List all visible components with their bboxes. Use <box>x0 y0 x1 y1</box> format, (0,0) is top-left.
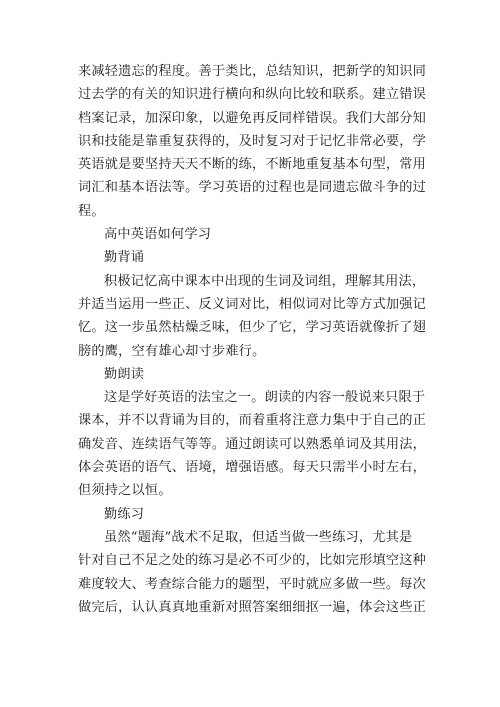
text-line: 勤朗读 <box>104 366 145 382</box>
text-line: 积极记忆高中课本中出现的生词及词组，理解其用法， <box>104 273 426 289</box>
text-line: 词汇和基本语法等。学习英语的过程也是同遗忘做斗争的过 <box>78 180 427 196</box>
text-line: 虽然“题海”战术不足取，但适当做一些练习，尤其是 <box>104 529 413 545</box>
text-line: 但须持之以恒。 <box>78 483 172 499</box>
text-line: 课本，并不以背诵为目的，而着重将注意力集中于自己的正 <box>78 413 427 429</box>
text-line: 确发音、连续语气等等。通过朗读可以熟悉单词及其用法， <box>78 436 427 452</box>
text-line: 这是学好英语的法宝之一。朗读的内容一般说来只限于 <box>104 390 426 406</box>
text-line: 难度较大、考查综合能力的题型，平时就应多做一些。每次 <box>78 576 427 592</box>
text-line: 针对自己不足之处的练习是必不可少的，比如完形填空这种 <box>78 553 427 569</box>
text-line: 做完后，认认真真地重新对照答案细细抠一遍，体会这些正 <box>78 599 427 615</box>
text-line: 来减轻遗忘的程度。善于类比，总结知识，把新学的知识同 <box>78 64 427 79</box>
text-line: 体会英语的语气、语境，增强语感。每天只需半小时左右， <box>78 460 427 476</box>
text-line: 勤练习 <box>104 506 145 522</box>
text-line: 并适当运用一些正、反义词对比，相似词对比等方式加强记 <box>78 296 427 312</box>
text-line: 膀的鹰，空有雄心却寸步难行。 <box>78 343 266 359</box>
text-line: 英语就是要坚持天天不断的练，不断地重复基本句型，常用 <box>78 157 427 173</box>
text-line: 过去学的有关的知识进行横向和纵向比较和联系。建立错误 <box>78 87 427 103</box>
text-line: 程。 <box>78 203 105 219</box>
text-line: 档案记录，加深印象，以避免再反同样错误。我们大部分知 <box>78 110 427 126</box>
text-line: 高中英语如何学习 <box>104 227 212 243</box>
text-line: 识和技能是靠重复获得的，及时复习对于记忆非常必要，学 <box>78 133 427 149</box>
text-line: 勤背诵 <box>104 250 145 266</box>
body-text <box>78 60 428 619</box>
text-line: 忆。这一步虽然枯燥乏味，但少了它，学习英语就像折了翅 <box>78 320 427 336</box>
